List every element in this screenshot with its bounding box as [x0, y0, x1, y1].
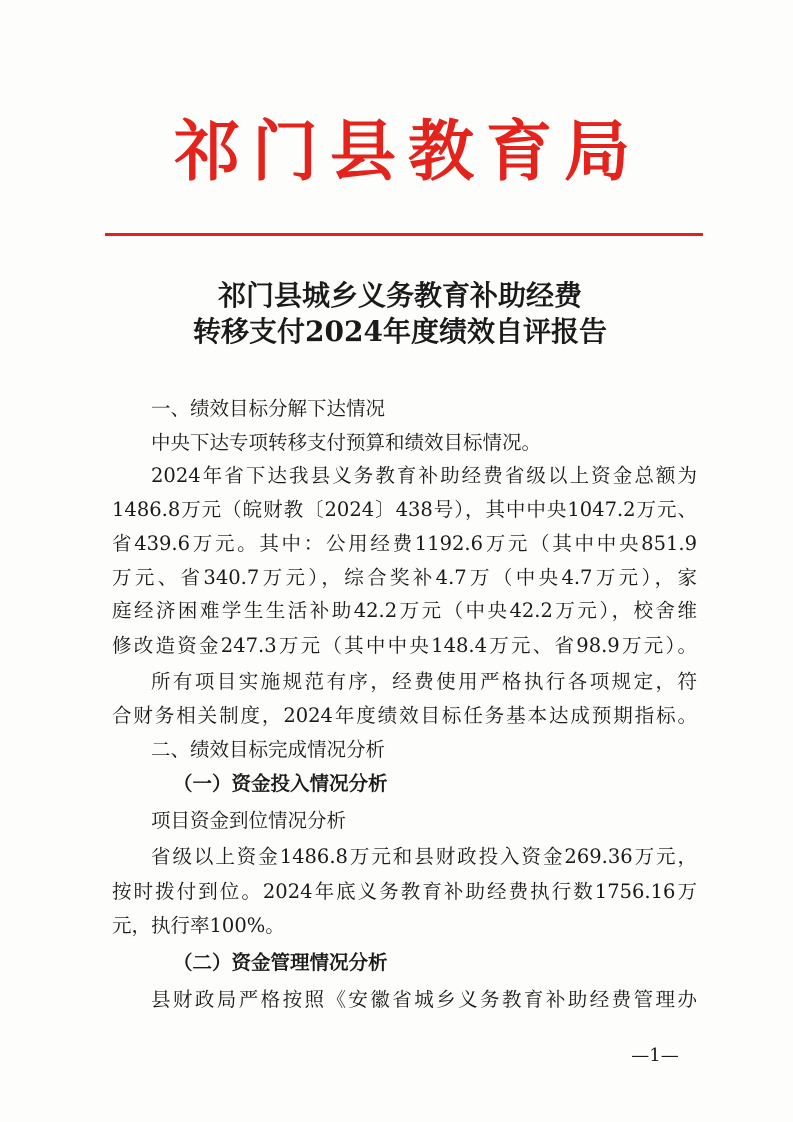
- subsection-heading-1: （一）资金投入情况分析: [173, 772, 388, 795]
- section-heading-2: 二、绩效目标完成情况分析: [151, 738, 386, 761]
- paragraph-line: 万元、省340.7万元），综合奖补4.7万（中央4.7万元），家: [112, 566, 697, 589]
- document-title-line-2: 转移支付2024年度绩效自评报告: [193, 315, 607, 348]
- paragraph-line: 庭经济困难学生生活补助42.2万元（中央42.2万元），校舍维: [112, 599, 697, 622]
- paragraph-line: 元，执行率100%。: [112, 914, 285, 937]
- paragraph-line: 所有项目实施规范有序，经费使用严格执行各项规定，符: [151, 670, 697, 693]
- paragraph-line: 修改造资金247.3万元（其中中央148.4万元、省98.9万元）。: [112, 634, 697, 657]
- red-divider-line: [105, 233, 703, 236]
- letterhead-title: 祁门县教育局: [174, 112, 642, 190]
- document-title-line-1: 祁门县城乡义务教育补助经费: [217, 279, 582, 312]
- paragraph-line: 1486.8万元（皖财教〔2024〕438号），其中中央1047.2万元、: [112, 498, 697, 521]
- paragraph-line: 省439.6万元。其中：公用经费1192.6万元（其中中央851.9: [112, 532, 697, 555]
- paragraph-line: 按时拨付到位。2024年底义务教育补助经费执行数1756.16万: [112, 880, 697, 903]
- paragraph-line: 县财政局严格按照《安徽省城乡义务教育补助经费管理办: [151, 988, 697, 1011]
- paragraph-line: 项目资金到位情况分析: [151, 809, 347, 832]
- paragraph-line: 2024年省下达我县义务教育补助经费省级以上资金总额为: [151, 464, 697, 487]
- section-heading-1: 一、绩效目标分解下达情况: [151, 397, 386, 420]
- paragraph-line: 中央下达专项转移支付预算和绩效目标情况。: [151, 431, 542, 454]
- subsection-heading-2: （二）资金管理情况分析: [173, 951, 388, 974]
- paragraph-line: 省级以上资金1486.8万元和县财政投入资金269.36万元，: [151, 845, 697, 868]
- paragraph-line: 合财务相关制度，2024年度绩效目标任务基本达成预期指标。: [112, 704, 697, 727]
- page-number: —1—: [631, 1045, 679, 1066]
